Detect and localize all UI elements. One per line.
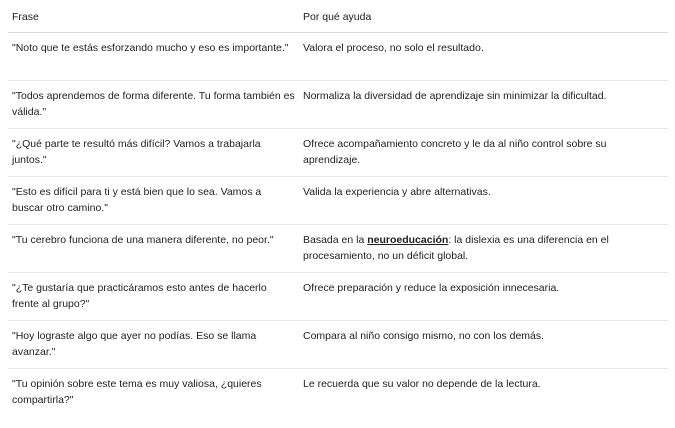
phrase-cell: "¿Qué parte te resultó más difícil? Vamos a trabajarla juntos." [12,138,261,166]
reason-cell: Ofrece preparación y reduce la exposición innecesaria. [303,282,560,294]
phrases-table [8,0,668,417]
neuroeducacion-link[interactable]: neuroeducación [367,234,449,246]
reason-cell: Valora el proceso, no solo el resultado. [303,42,484,54]
table-row [8,369,668,417]
phrase-cell: "Esto es difícil para ti y está bien que lo sea. Vamos a buscar otro camino." [12,186,262,214]
phrase-cell: "Todos aprendemos de forma diferente. Tu forma también es válida." [12,90,295,118]
column-header-reason: Por qué ayuda [303,11,372,23]
table-row [8,177,668,225]
table-row [8,81,668,129]
reason-cell: Normaliza la diversidad de aprendizaje sin minimizar la dificultad. [303,90,607,102]
reason-cell: Le recuerda que su valor no depende de la lectura. [303,378,541,390]
phrase-cell: "Tu opinión sobre este tema es muy valiosa, ¿quieres compartirla?" [12,378,262,406]
reason-prefix: Basada en la [303,234,368,246]
column-header-phrase: Frase [12,11,39,23]
reason-cell [303,232,668,272]
phrase-cell: "Hoy lograste algo que ayer no podías. Eso se llama avanzar." [12,330,257,358]
reason-suffix: : la dislexia es una diferencia en el procesamiento, no un déficit global. [303,234,609,262]
table-header-row [8,0,668,33]
phrase-cell: "Tu cerebro funciona de una manera diferente, no peor." [12,234,274,246]
phrase-cell: "Noto que te estás esforzando mucho y eso es importante." [12,42,289,54]
phrase-cell: "¿Te gustaría que practicáramos esto antes de hacerlo frente al grupo?" [12,282,267,310]
reason-cell: Valida la experiencia y abre alternativas. [303,186,491,198]
table-row [8,321,668,369]
reason-cell: Compara al niño consigo mismo, no con los demás. [303,330,545,342]
table-row [8,225,668,273]
reason-cell: Ofrece acompañamiento concreto y le da al niño control sobre su aprendizaje. [303,138,607,166]
table-row [8,129,668,177]
table-row [8,33,668,81]
table-row [8,273,668,321]
